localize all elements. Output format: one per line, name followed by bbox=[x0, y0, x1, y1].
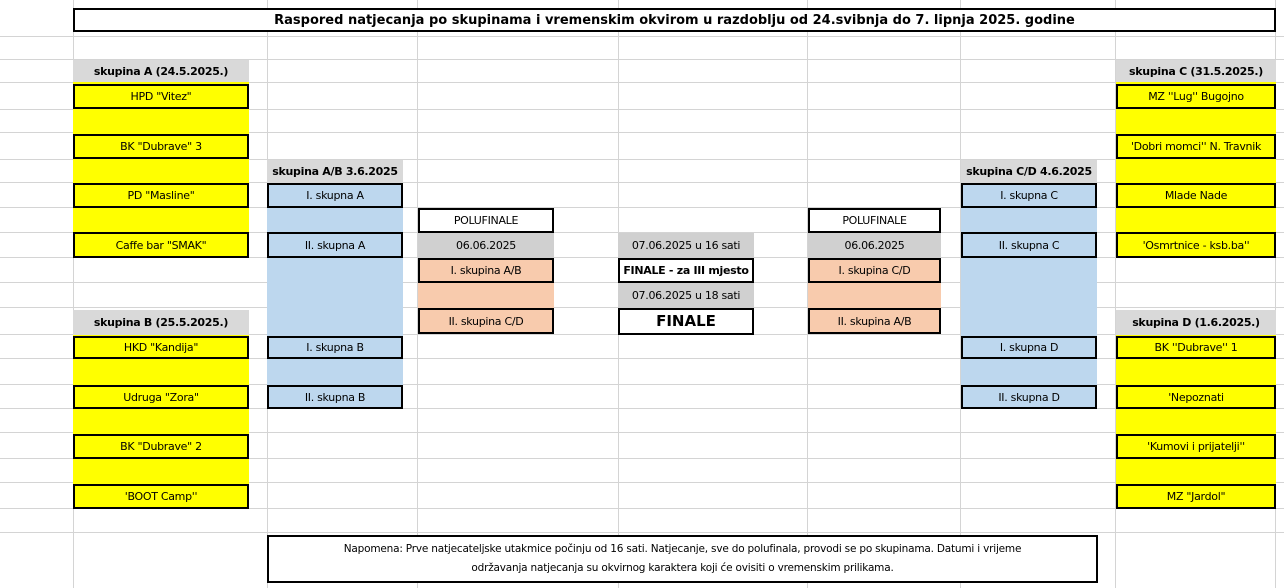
semifinal-left-team-2[interactable]: II. skupina C/D bbox=[418, 308, 554, 334]
group-ab-slot-3[interactable]: I. skupna B bbox=[267, 336, 403, 359]
group-a-header[interactable]: skupina A (24.5.2025.) bbox=[73, 60, 249, 82]
group-ab-slot-1[interactable]: I. skupna A bbox=[267, 183, 403, 208]
semifinal-right-team-1[interactable]: I. skupina C/D bbox=[808, 258, 941, 283]
group-c-team-3[interactable]: Mlade Nade bbox=[1116, 183, 1276, 208]
group-cd-slot-1[interactable]: I. skupna C bbox=[961, 183, 1097, 208]
group-a-team-4[interactable]: Caffe bar "SMAK" bbox=[73, 232, 249, 258]
group-c-team-2[interactable]: 'Dobri momci'' N. Travnik bbox=[1116, 134, 1276, 159]
note-line-2: održavanja natjecanja su okvirnog karaktera koji će ovisiti o vremenskim prilikama. bbox=[471, 562, 894, 574]
semifinal-left-team-1[interactable]: I. skupina A/B bbox=[418, 258, 554, 283]
group-c-header[interactable]: skupina C (31.5.2025.) bbox=[1116, 60, 1276, 82]
semifinal-left-label[interactable]: POLUFINALE bbox=[418, 208, 554, 233]
group-ab-slot-2[interactable]: II. skupna A bbox=[267, 232, 403, 258]
group-ab-slot-4[interactable]: II. skupna B bbox=[267, 385, 403, 409]
group-a-team-2[interactable]: BK "Dubrave" 3 bbox=[73, 134, 249, 159]
group-cd-slot-3[interactable]: I. skupna D bbox=[961, 336, 1097, 359]
group-d-header[interactable]: skupina D (1.6.2025.) bbox=[1116, 310, 1276, 335]
note-box[interactable] bbox=[267, 535, 1098, 583]
group-a-team-3[interactable]: PD "Masline" bbox=[73, 183, 249, 208]
note-line-1: Napomena: Prve natjecateljske utakmice počinju od 16 sati. Natjecanje, sve do polufinala, provodi se po skupinama. Datumi i vrijeme bbox=[343, 543, 1022, 555]
group-d-team-2[interactable]: 'Nepoznati bbox=[1116, 385, 1276, 409]
semifinal-left-date[interactable]: 06.06.2025 bbox=[418, 233, 554, 258]
group-b-team-4[interactable]: 'BOOT Camp'' bbox=[73, 484, 249, 509]
center-date-1[interactable]: 07.06.2025 u 16 sati bbox=[618, 233, 754, 258]
group-cd-fill bbox=[961, 183, 1097, 409]
group-ab-header[interactable]: skupina A/B 3.6.2025 bbox=[267, 160, 403, 183]
group-cd-header[interactable]: skupina C/D 4.6.2025 bbox=[961, 160, 1097, 183]
group-b-fill bbox=[73, 335, 249, 508]
group-b-team-3[interactable]: BK "Dubrave" 2 bbox=[73, 434, 249, 459]
semifinal-right-team-2[interactable]: II. skupina A/B bbox=[808, 308, 941, 334]
third-place-match[interactable]: FINALE - za III mjesto bbox=[618, 258, 754, 283]
group-b-team-2[interactable]: Udruga "Zora" bbox=[73, 385, 249, 409]
group-a-team-1[interactable]: HPD "Vitez" bbox=[73, 84, 249, 109]
group-b-header[interactable]: skupina B (25.5.2025.) bbox=[73, 310, 249, 335]
group-cd-slot-2[interactable]: II. skupna C bbox=[961, 232, 1097, 258]
center-date-2[interactable]: 07.06.2025 u 18 sati bbox=[618, 283, 754, 308]
semifinal-right-date[interactable]: 06.06.2025 bbox=[808, 233, 941, 258]
group-d-team-1[interactable]: BK ''Dubrave'' 1 bbox=[1116, 336, 1276, 359]
page-title[interactable]: Raspored natjecanja po skupinama i vremenskim okvirom u razdoblju od 24.svibnja do 7. lipnja 2025. godine bbox=[73, 8, 1276, 32]
group-b-team-1[interactable]: HKD "Kandija" bbox=[73, 336, 249, 359]
group-d-team-4[interactable]: MZ "Jardol" bbox=[1116, 484, 1276, 509]
final-match[interactable]: FINALE bbox=[618, 308, 754, 335]
group-d-fill bbox=[1116, 335, 1276, 508]
group-d-team-3[interactable]: 'Kumovi i prijatelji'' bbox=[1116, 434, 1276, 459]
group-ab-fill bbox=[267, 183, 403, 409]
group-c-team-1[interactable]: MZ ''Lug'' Bugojno bbox=[1116, 84, 1276, 109]
semifinal-right-label[interactable]: POLUFINALE bbox=[808, 208, 941, 233]
group-cd-slot-4[interactable]: II. skupna D bbox=[961, 385, 1097, 409]
group-c-team-4[interactable]: 'Osmrtnice - ksb.ba'' bbox=[1116, 232, 1276, 258]
